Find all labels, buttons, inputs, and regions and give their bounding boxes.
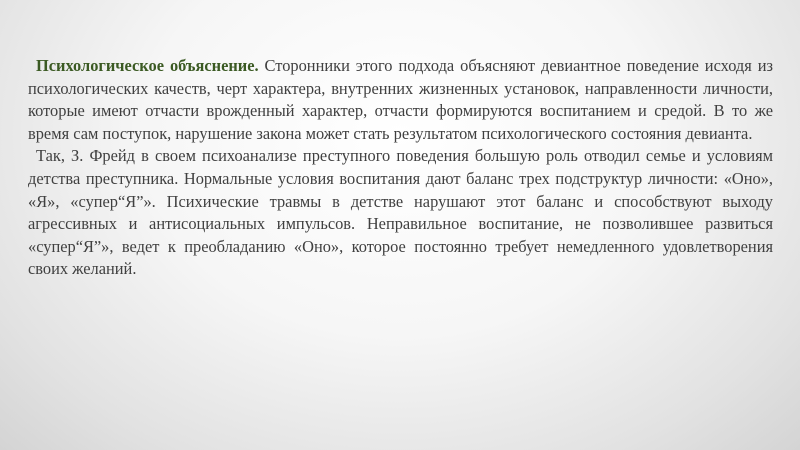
paragraph-freud [28, 145, 773, 281]
slide-text-block [28, 55, 773, 281]
paragraph-body-text: Сторонники этого подхода объясняют девиантное поведение исходя из психологических качеств, черт характера, внутренних жизненных установок, направленности личности, которые имеют отчасти врожденный характер, отчасти формируются воспитанием и средой. В то же время сам поступок, нарушение закона может стать результатом психологического состояния девианта. [28, 56, 773, 143]
paragraph-lead-heading: Психологическое объяснение. [36, 56, 259, 75]
paragraph-psychological-explanation [28, 55, 773, 145]
paragraph-body-text: Так, З. Фрейд в своем психоанализе преступного поведения большую роль отводил семье и условиям детства преступника. Нормальные условия воспитания дают баланс трех подструктур личности: «Оно», «Я», «супер“Я”». Психические травмы в детстве нарушают этот баланс и способствуют выходу агрессивных и антисоциальных импульсов. Неправильное воспитание, не позволившее развиться «супер“Я”», ведет к преобладанию «Оно», которое постоянно требует немедленного удовлетворения своих желаний. [28, 146, 773, 279]
